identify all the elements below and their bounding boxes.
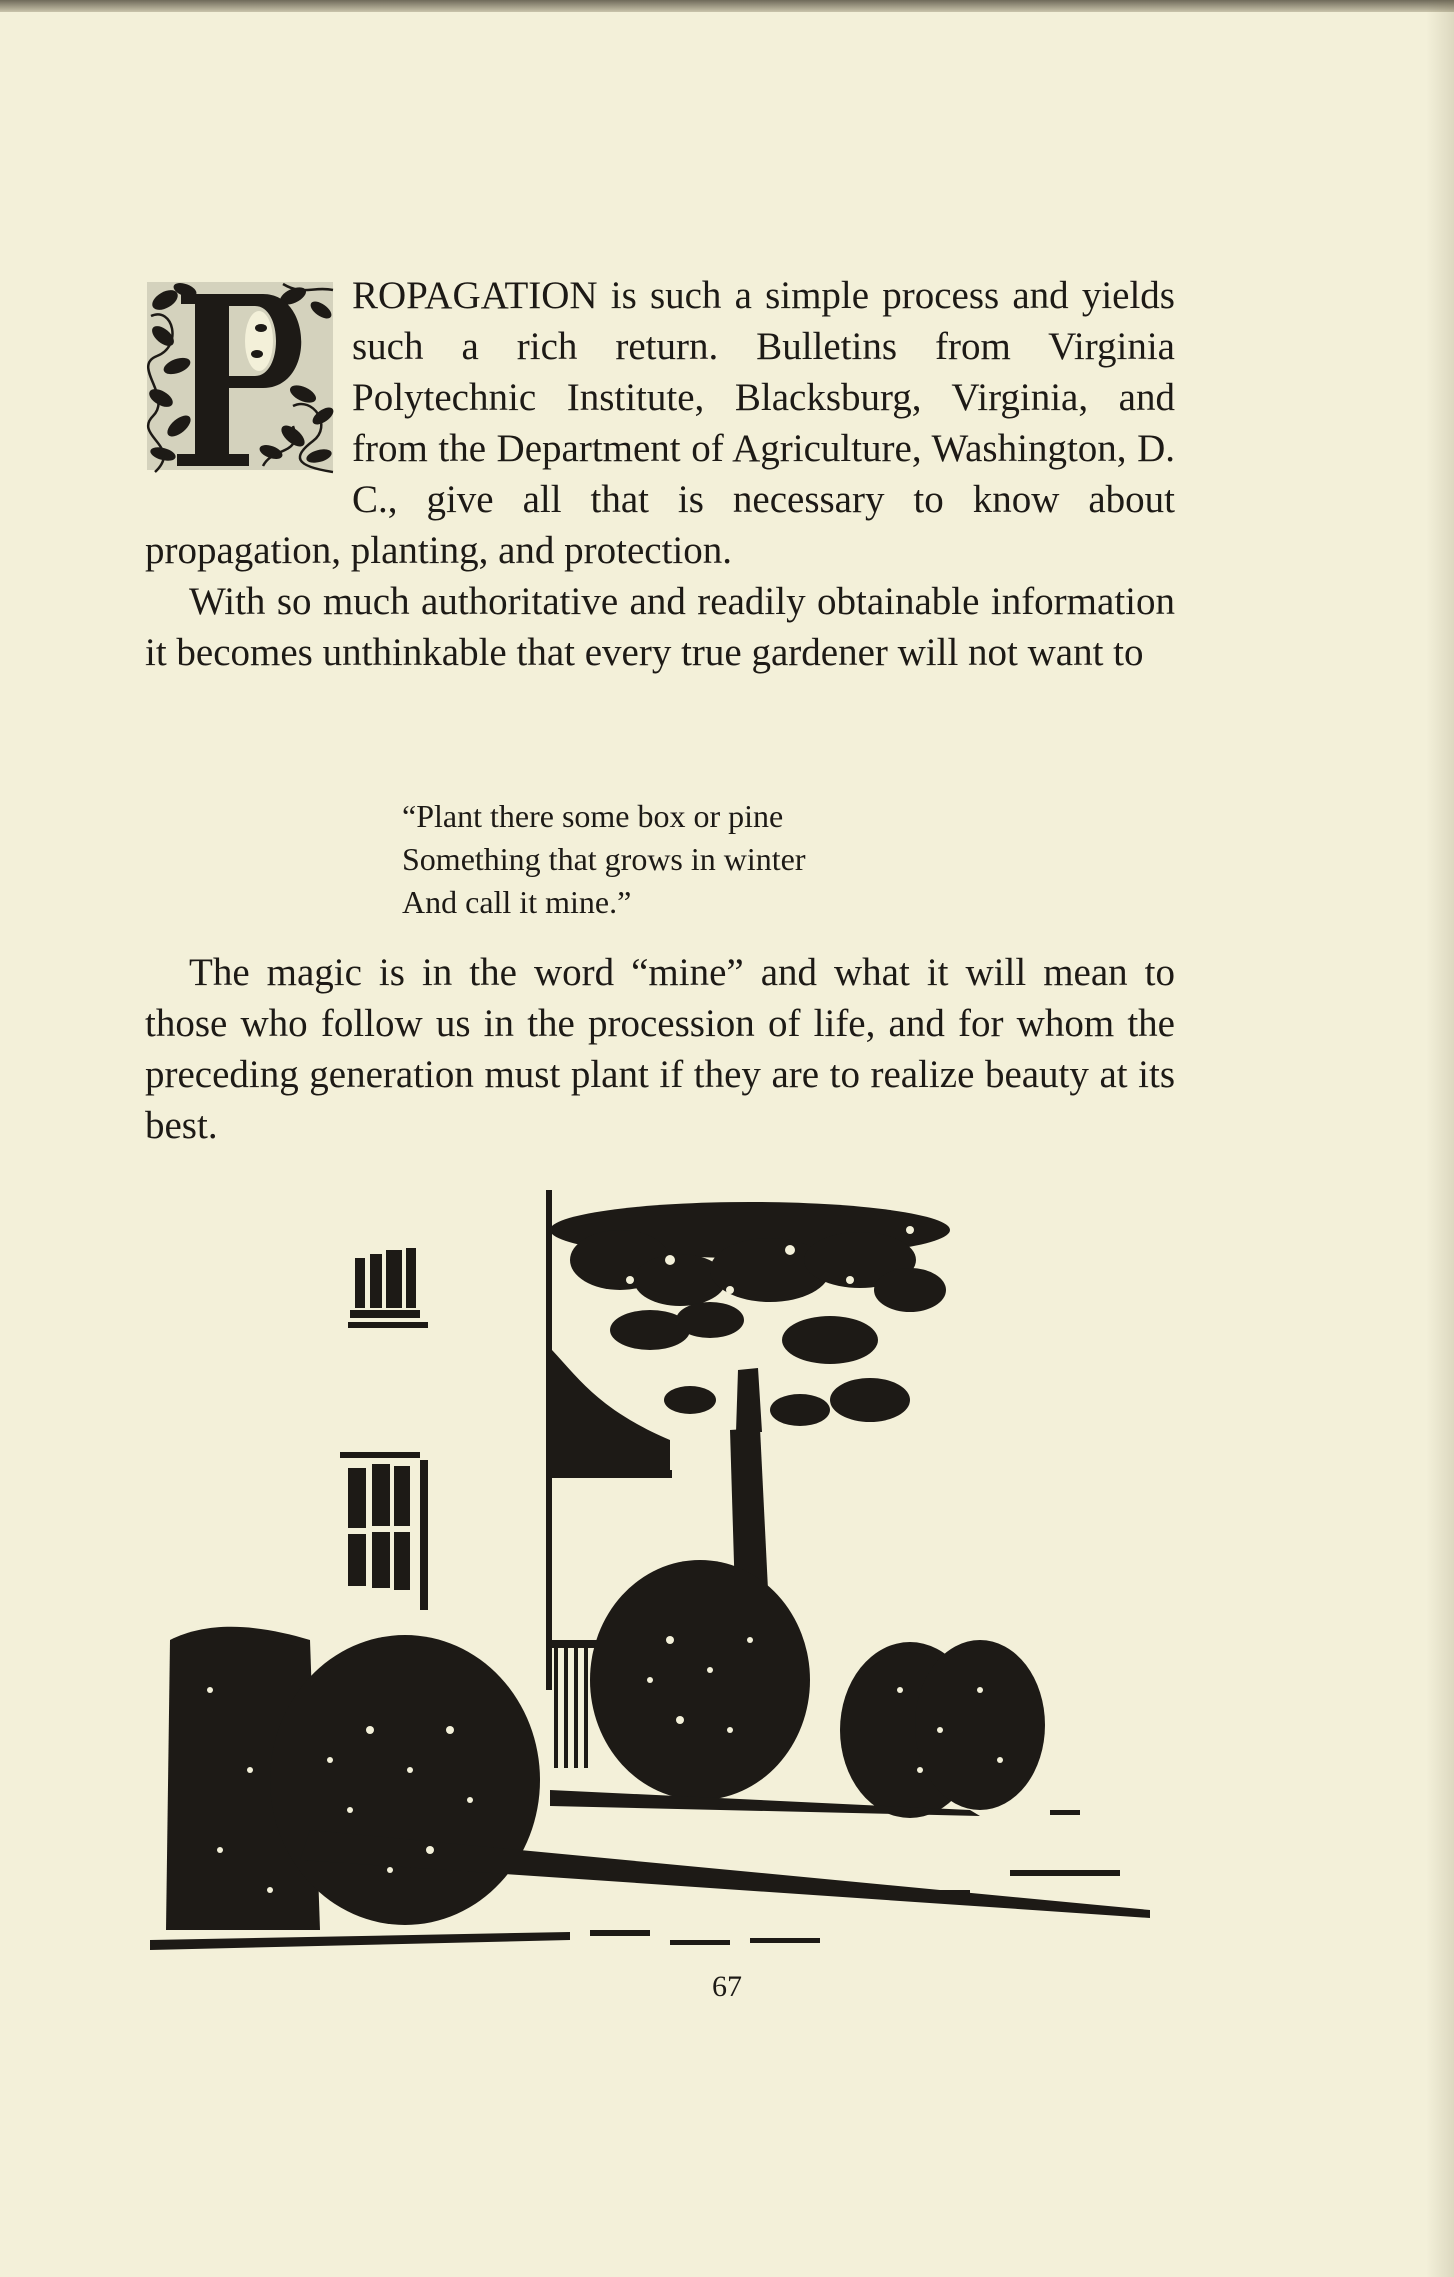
paragraph-information: With so much authoritative and readily obtainable information it becomes unthinkable that every true gardener will not want to [145, 580, 1175, 674]
page-number: 67 [712, 1970, 742, 2003]
paragraph-propagation: ROPAGATION is such a simple process and yields such a rich return. Bulletins from Virginia Polytechnic Institute, Blacksburg, Virginia, and from the Department of Agriculture, Washington, D. C., give all that is necessary to know about propagation, planting, and protection. [145, 274, 1175, 572]
verse-line: “Plant there some box or pine [402, 798, 784, 834]
woodcut-illustration [150, 1170, 1180, 1960]
page-right-edge [1426, 0, 1454, 2277]
paragraph-magic: The magic is in the word “mine” and what it will mean to those who follow us in the procession of life, and for whom the preceding generation must plant if they are to realize beauty at its best. [145, 951, 1175, 1147]
decorative-initial-p [143, 276, 338, 476]
verse-line: Something that grows in winter [402, 841, 806, 877]
quoted-verse [402, 795, 806, 924]
opening-text-block [145, 270, 1175, 678]
drop-cap-ornament [143, 276, 338, 476]
page-top-edge [0, 0, 1454, 12]
verse-line: And call it mine.” [402, 884, 632, 920]
house-and-boxwood-drawing [150, 1170, 1180, 1960]
